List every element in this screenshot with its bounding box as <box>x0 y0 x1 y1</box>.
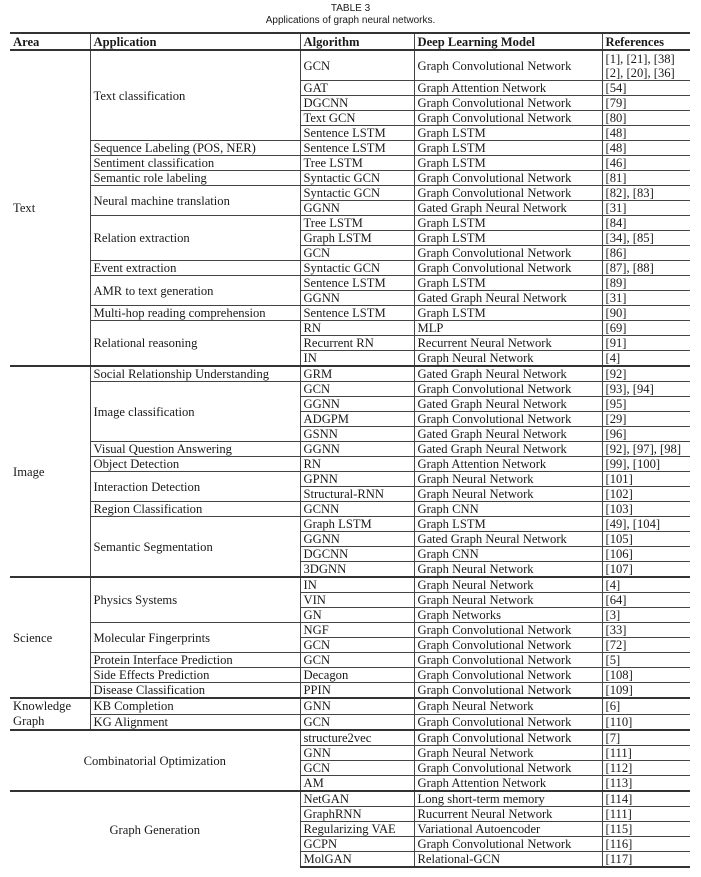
table-row <box>10 171 690 186</box>
application-cell: KG Alignment <box>90 714 300 730</box>
references-cell: [90] <box>602 306 690 321</box>
area-cell: Image <box>10 366 90 577</box>
references-cell: [109] <box>602 683 690 699</box>
application-cell: Object Detection <box>90 457 300 472</box>
area-cell: Combinatorial Optimization <box>10 730 300 791</box>
algorithm-cell: Graph LSTM <box>300 517 414 532</box>
application-cell: AMR to text generation <box>90 276 300 306</box>
algorithm-cell: Recurrent RN <box>300 336 414 351</box>
application-cell: Protein Interface Prediction <box>90 653 300 668</box>
references-cell: [112] <box>602 761 690 776</box>
table-row <box>10 382 690 397</box>
references-cell: [79] <box>602 96 690 111</box>
table-row <box>10 668 690 683</box>
references-cell: [49], [104] <box>602 517 690 532</box>
table-row <box>10 502 690 517</box>
application-cell: Molecular Fingerprints <box>90 623 300 653</box>
references-cell: [117] <box>602 852 690 868</box>
references-cell: [108] <box>602 668 690 683</box>
references-cell: [89] <box>602 276 690 291</box>
references-cell: [103] <box>602 502 690 517</box>
table-body <box>10 50 690 867</box>
algorithm-cell: GPNN <box>300 472 414 487</box>
references-cell: [72] <box>602 638 690 653</box>
algorithm-cell: GGNN <box>300 532 414 547</box>
table-row <box>10 472 690 487</box>
algorithm-cell: VIN <box>300 593 414 608</box>
application-cell: Event extraction <box>90 261 300 276</box>
algorithm-cell: GCPN <box>300 837 414 852</box>
model-cell: Graph Convolutional Network <box>414 730 602 746</box>
references-cell: [111] <box>602 746 690 761</box>
references-cell: [54] <box>602 81 690 96</box>
algorithm-cell: GGNN <box>300 201 414 216</box>
references-cell: [64] <box>602 593 690 608</box>
references-cell: [107] <box>602 562 690 578</box>
table-row <box>10 698 690 714</box>
references-cell: [31] <box>602 291 690 306</box>
model-cell: Graph Convolutional Network <box>414 50 602 81</box>
area-cell: Knowledge Graph <box>10 698 90 730</box>
algorithm-cell: PPIN <box>300 683 414 699</box>
algorithm-cell: Tree LSTM <box>300 216 414 231</box>
area-cell: Text <box>10 50 90 366</box>
algorithm-cell: MolGAN <box>300 852 414 868</box>
table-row <box>10 517 690 532</box>
references-cell: [7] <box>602 730 690 746</box>
application-cell: Semantic Segmentation <box>90 517 300 578</box>
table-row <box>10 683 690 699</box>
model-cell: Graph Neural Network <box>414 698 602 714</box>
model-cell: Graph Attention Network <box>414 81 602 96</box>
algorithm-cell: Syntactic GCN <box>300 261 414 276</box>
table-row <box>10 366 690 382</box>
references-cell: [92] <box>602 366 690 382</box>
algorithm-cell: GAT <box>300 81 414 96</box>
model-cell: Variational Autoencoder <box>414 822 602 837</box>
references-cell: [93], [94] <box>602 382 690 397</box>
references-cell: [81] <box>602 171 690 186</box>
algorithm-cell: GNN <box>300 746 414 761</box>
model-cell: Graph Convolutional Network <box>414 246 602 261</box>
algorithm-cell: RN <box>300 457 414 472</box>
algorithm-cell: AM <box>300 776 414 792</box>
model-cell: Gated Graph Neural Network <box>414 427 602 442</box>
table-row <box>10 653 690 668</box>
table-row <box>10 50 690 81</box>
algorithm-cell: Regularizing VAE <box>300 822 414 837</box>
references-cell: [4] <box>602 351 690 367</box>
algorithm-cell: GSNN <box>300 427 414 442</box>
model-cell: Graph Convolutional Network <box>414 837 602 852</box>
references-cell: [105] <box>602 532 690 547</box>
header-model: Deep Learning Model <box>414 33 602 50</box>
model-cell: Graph Convolutional Network <box>414 186 602 201</box>
table-row <box>10 714 690 730</box>
model-cell: Graph LSTM <box>414 306 602 321</box>
references-cell: [95] <box>602 397 690 412</box>
application-cell: Side Effects Prediction <box>90 668 300 683</box>
model-cell: Graph Neural Network <box>414 487 602 502</box>
algorithm-cell: GCN <box>300 761 414 776</box>
model-cell: Gated Graph Neural Network <box>414 397 602 412</box>
references-cell: [91] <box>602 336 690 351</box>
model-cell: Graph Convolutional Network <box>414 623 602 638</box>
application-cell: Text classification <box>90 50 300 141</box>
references-cell: [96] <box>602 427 690 442</box>
model-cell: Graph Attention Network <box>414 457 602 472</box>
application-cell: Interaction Detection <box>90 472 300 502</box>
algorithm-cell: Syntactic GCN <box>300 186 414 201</box>
algorithm-cell: GNN <box>300 698 414 714</box>
references-cell: [115] <box>602 822 690 837</box>
table-row <box>10 442 690 457</box>
table-row <box>10 791 690 807</box>
model-cell: Graph LSTM <box>414 126 602 141</box>
model-cell: Graph Convolutional Network <box>414 761 602 776</box>
application-cell: Multi-hop reading comprehension <box>90 306 300 321</box>
model-cell: Graph Neural Network <box>414 593 602 608</box>
algorithm-cell: NGF <box>300 623 414 638</box>
model-cell: Graph Neural Network <box>414 351 602 367</box>
model-cell: Graph Networks <box>414 608 602 623</box>
area-cell: Graph Generation <box>10 791 300 867</box>
application-cell: Physics Systems <box>90 577 300 623</box>
algorithm-cell: Sentence LSTM <box>300 141 414 156</box>
model-cell: Graph Convolutional Network <box>414 683 602 699</box>
table-row <box>10 306 690 321</box>
references-cell: [48] <box>602 126 690 141</box>
application-cell: Social Relationship Understanding <box>90 366 300 382</box>
references-cell: [111] <box>602 807 690 822</box>
model-cell: Graph Convolutional Network <box>414 638 602 653</box>
algorithm-cell: GGNN <box>300 291 414 306</box>
model-cell: Gated Graph Neural Network <box>414 532 602 547</box>
algorithm-cell: GGNN <box>300 442 414 457</box>
model-cell: Graph LSTM <box>414 216 602 231</box>
algorithm-cell: Decagon <box>300 668 414 683</box>
application-cell: Region Classification <box>90 502 300 517</box>
model-cell: Graph Convolutional Network <box>414 382 602 397</box>
model-cell: Graph Convolutional Network <box>414 261 602 276</box>
references-cell: [106] <box>602 547 690 562</box>
model-cell: Recurrent Neural Network <box>414 336 602 351</box>
application-cell: Sentiment classification <box>90 156 300 171</box>
model-cell: Graph Attention Network <box>414 776 602 792</box>
algorithm-cell: Tree LSTM <box>300 156 414 171</box>
table-row <box>10 141 690 156</box>
application-cell: Relation extraction <box>90 216 300 261</box>
references-cell: [113] <box>602 776 690 792</box>
references-cell: [69] <box>602 321 690 336</box>
algorithm-cell: Graph LSTM <box>300 231 414 246</box>
model-cell: Graph Convolutional Network <box>414 714 602 730</box>
algorithm-cell: NetGAN <box>300 791 414 807</box>
model-cell: Graph Convolutional Network <box>414 171 602 186</box>
algorithm-cell: GRM <box>300 366 414 382</box>
algorithm-cell: DGCNN <box>300 547 414 562</box>
model-cell: Graph LSTM <box>414 141 602 156</box>
table-row <box>10 186 690 201</box>
application-cell: Sequence Labeling (POS, NER) <box>90 141 300 156</box>
application-cell: Relational reasoning <box>90 321 300 367</box>
table-row <box>10 261 690 276</box>
algorithm-cell: Sentence LSTM <box>300 306 414 321</box>
algorithm-cell: GCN <box>300 246 414 261</box>
references-cell: [114] <box>602 791 690 807</box>
model-cell: Graph LSTM <box>414 517 602 532</box>
application-cell: KB Completion <box>90 698 300 714</box>
header-area: Area <box>10 33 90 50</box>
model-cell: Graph CNN <box>414 547 602 562</box>
model-cell: Graph LSTM <box>414 231 602 246</box>
table-title: Applications of graph neural networks. <box>265 15 436 26</box>
model-cell: Graph Convolutional Network <box>414 668 602 683</box>
algorithm-cell: Sentence LSTM <box>300 126 414 141</box>
table-caption <box>0 0 701 27</box>
algorithm-cell: GCNN <box>300 502 414 517</box>
header-row <box>10 33 690 50</box>
references-cell: [110] <box>602 714 690 730</box>
model-cell: Graph Neural Network <box>414 746 602 761</box>
references-cell: [46] <box>602 156 690 171</box>
model-cell: Graph Convolutional Network <box>414 96 602 111</box>
header-references: References <box>602 33 690 50</box>
algorithm-cell: GGNN <box>300 397 414 412</box>
table-row <box>10 321 690 336</box>
table-row <box>10 577 690 593</box>
references-cell: [33] <box>602 623 690 638</box>
algorithm-cell: GCN <box>300 653 414 668</box>
model-cell: Gated Graph Neural Network <box>414 201 602 216</box>
references-cell: [102] <box>602 487 690 502</box>
model-cell: Graph LSTM <box>414 156 602 171</box>
model-cell: Graph CNN <box>414 502 602 517</box>
model-cell: Gated Graph Neural Network <box>414 366 602 382</box>
references-cell: [1], [21], [38] [2], [20], [36] <box>602 50 690 81</box>
references-cell: [116] <box>602 837 690 852</box>
algorithm-cell: 3DGNN <box>300 562 414 578</box>
model-cell: Rucurrent Neural Network <box>414 807 602 822</box>
algorithm-cell: Sentence LSTM <box>300 276 414 291</box>
algorithm-cell: Text GCN <box>300 111 414 126</box>
algorithm-cell: GCN <box>300 50 414 81</box>
algorithm-cell: Structural-RNN <box>300 487 414 502</box>
algorithm-cell: GraphRNN <box>300 807 414 822</box>
algorithm-cell: GCN <box>300 638 414 653</box>
references-cell: [84] <box>602 216 690 231</box>
gnn-applications-table <box>10 32 690 868</box>
model-cell: Graph Neural Network <box>414 577 602 593</box>
model-cell: Long short-term memory <box>414 791 602 807</box>
model-cell: Graph Neural Network <box>414 562 602 578</box>
model-cell: Relational-GCN <box>414 852 602 868</box>
model-cell: Gated Graph Neural Network <box>414 291 602 306</box>
model-cell: Graph Neural Network <box>414 472 602 487</box>
references-cell: [4] <box>602 577 690 593</box>
table-row <box>10 730 690 746</box>
algorithm-cell: GCN <box>300 382 414 397</box>
algorithm-cell: GCN <box>300 714 414 730</box>
algorithm-cell: GN <box>300 608 414 623</box>
references-cell: [87], [88] <box>602 261 690 276</box>
application-cell: Disease Classification <box>90 683 300 699</box>
algorithm-cell: structure2vec <box>300 730 414 746</box>
table-label: TABLE 3 <box>330 3 371 14</box>
references-cell: [29] <box>602 412 690 427</box>
table-row <box>10 457 690 472</box>
application-cell: Visual Question Answering <box>90 442 300 457</box>
algorithm-cell: ADGPM <box>300 412 414 427</box>
algorithm-cell: DGCNN <box>300 96 414 111</box>
references-cell: [92], [97], [98] <box>602 442 690 457</box>
algorithm-cell: Syntactic GCN <box>300 171 414 186</box>
algorithm-cell: IN <box>300 577 414 593</box>
references-cell: [3] <box>602 608 690 623</box>
table-row <box>10 623 690 638</box>
references-cell: [99], [100] <box>602 457 690 472</box>
model-cell: Graph LSTM <box>414 276 602 291</box>
model-cell: Graph Convolutional Network <box>414 111 602 126</box>
model-cell: Graph Convolutional Network <box>414 412 602 427</box>
application-cell: Neural machine translation <box>90 186 300 216</box>
references-cell: [31] <box>602 201 690 216</box>
references-cell: [6] <box>602 698 690 714</box>
references-cell: [101] <box>602 472 690 487</box>
references-cell: [48] <box>602 141 690 156</box>
table-row <box>10 276 690 291</box>
model-cell: Graph Convolutional Network <box>414 653 602 668</box>
references-cell: [34], [85] <box>602 231 690 246</box>
model-cell: MLP <box>414 321 602 336</box>
application-cell: Image classification <box>90 382 300 442</box>
table-row <box>10 156 690 171</box>
references-cell: [86] <box>602 246 690 261</box>
application-cell: Semantic role labeling <box>90 171 300 186</box>
references-cell: [82], [83] <box>602 186 690 201</box>
area-cell: Science <box>10 577 90 698</box>
references-cell: [80] <box>602 111 690 126</box>
model-cell: Gated Graph Neural Network <box>414 442 602 457</box>
algorithm-cell: IN <box>300 351 414 367</box>
references-cell: [5] <box>602 653 690 668</box>
header-algorithm: Algorithm <box>300 33 414 50</box>
table-row <box>10 216 690 231</box>
header-application: Application <box>90 33 300 50</box>
algorithm-cell: RN <box>300 321 414 336</box>
